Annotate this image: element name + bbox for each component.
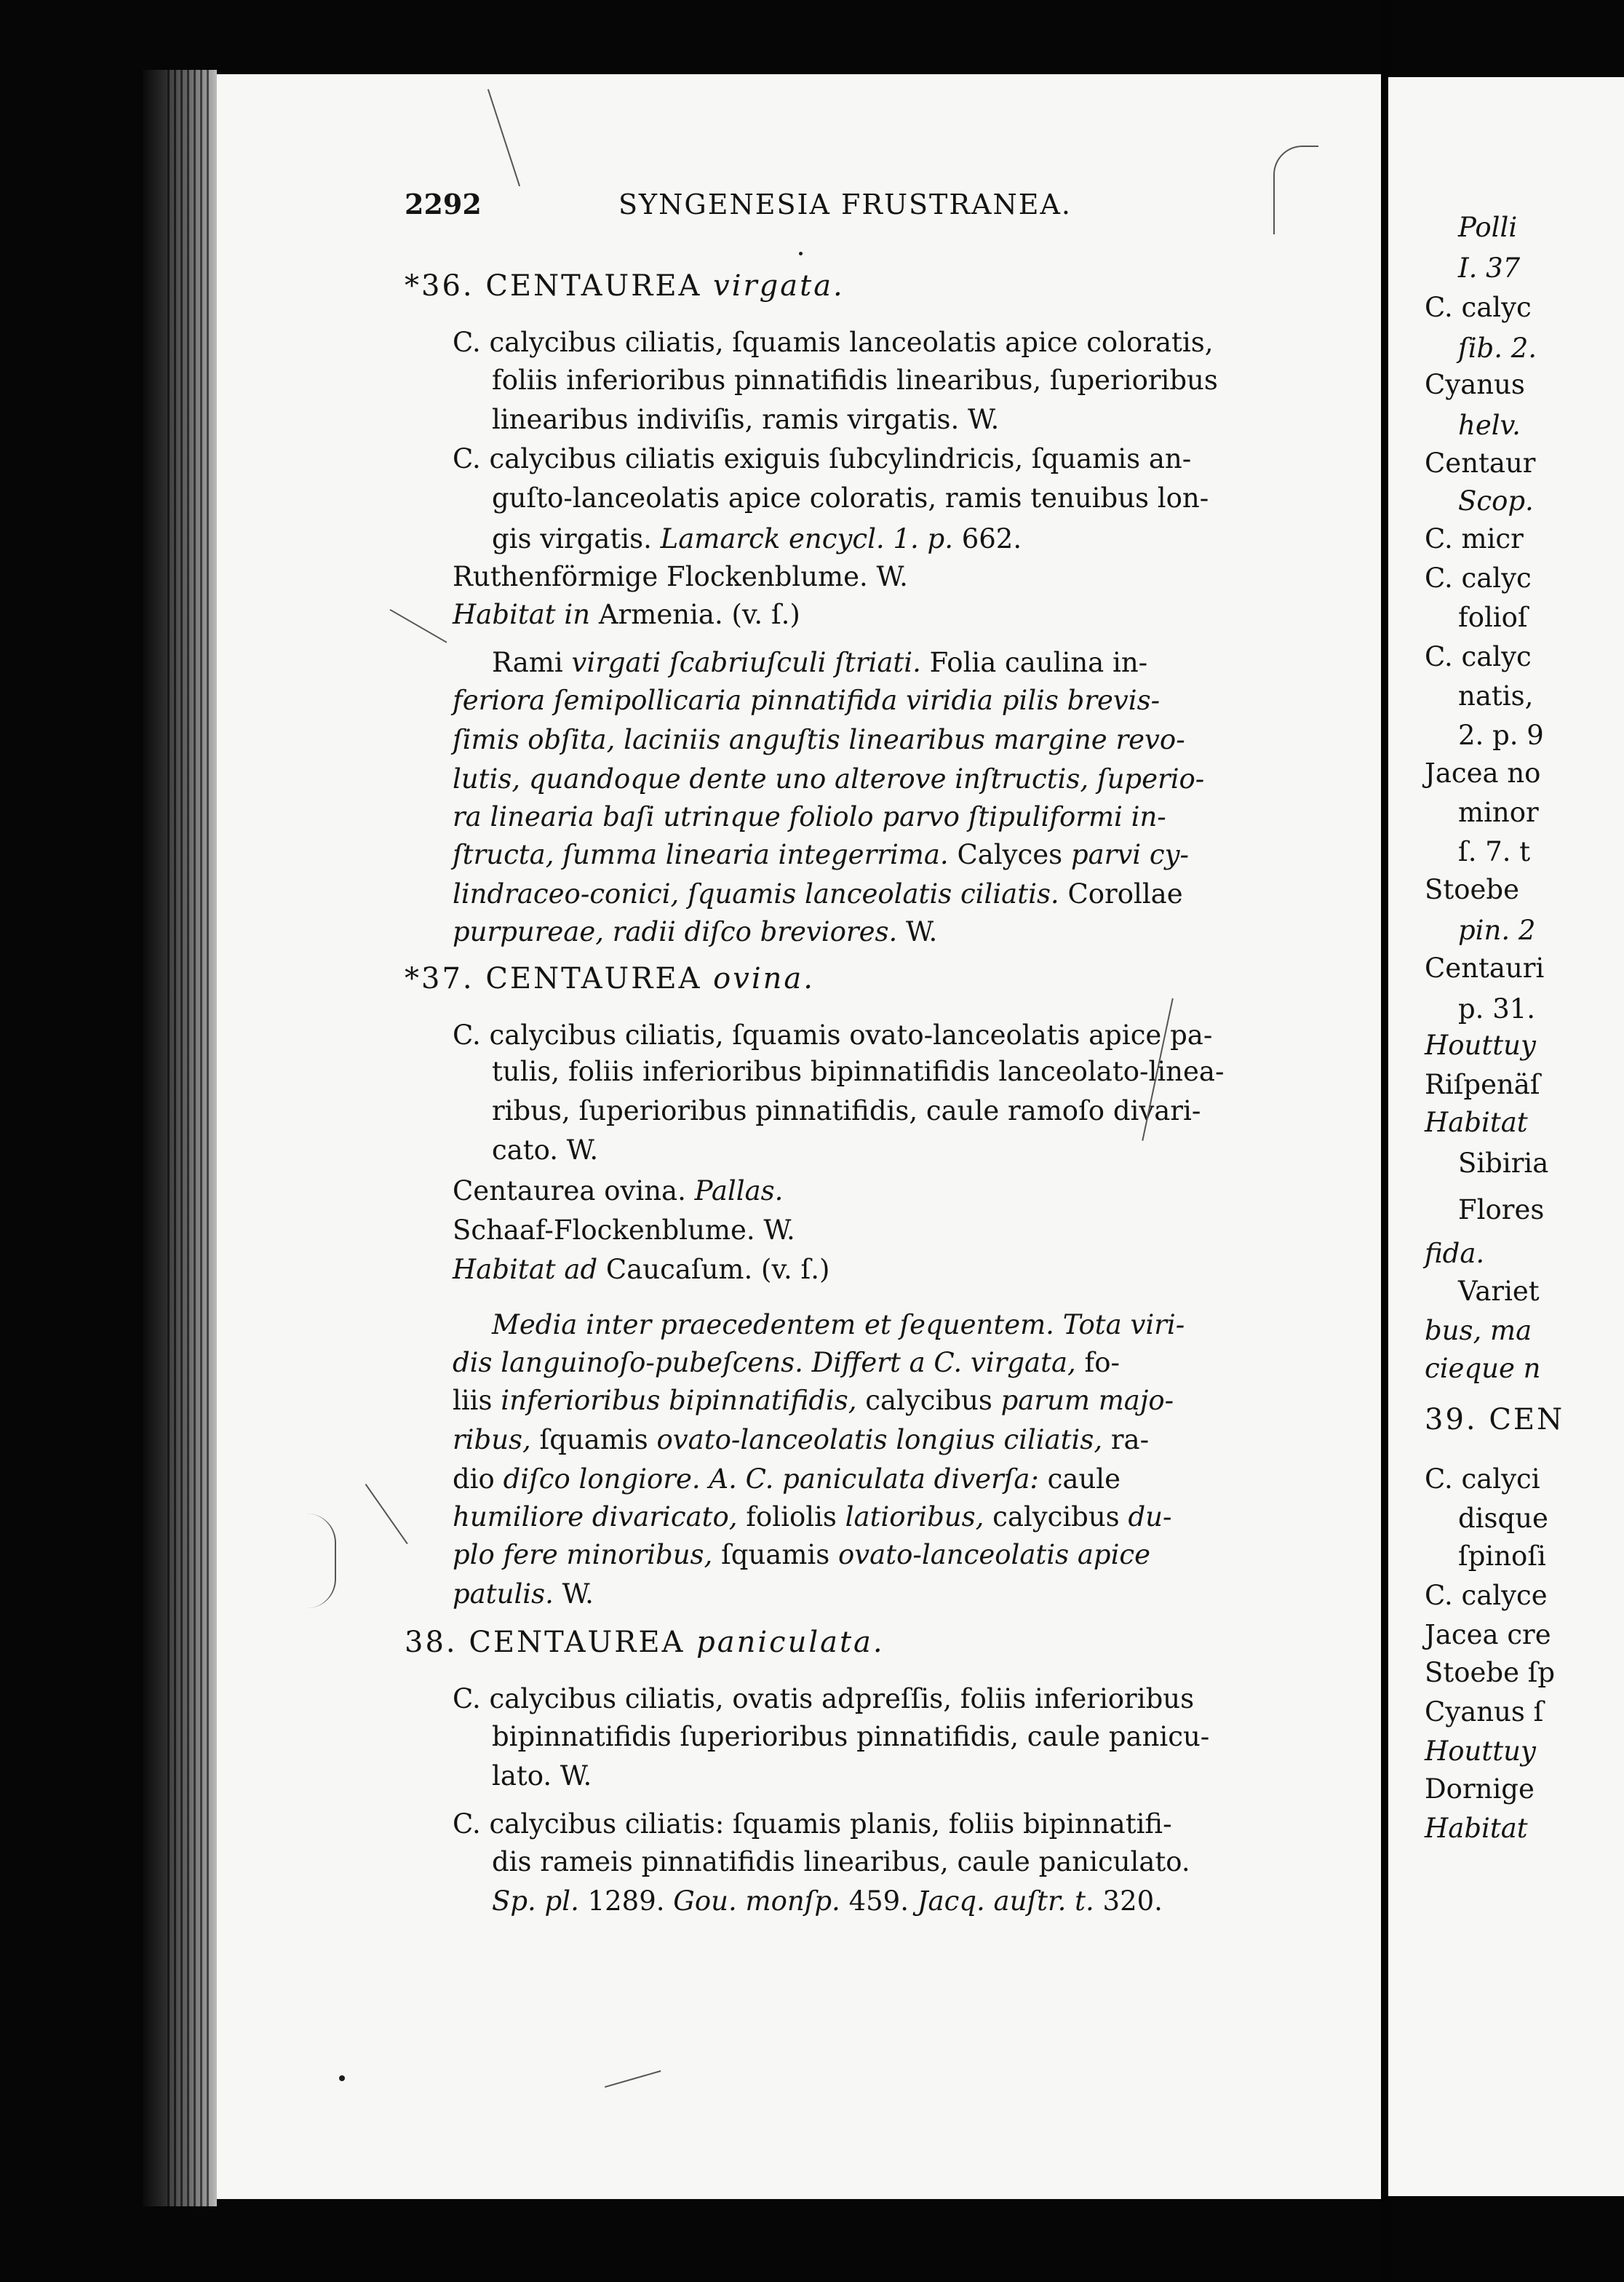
right-text-line: Variet — [1458, 1276, 1540, 1307]
text-line: feriora ſemipollicaria pinnatifida viridia pilis brevis- — [453, 685, 1161, 716]
right-species-heading: 39. CEN — [1425, 1403, 1565, 1436]
right-text-line: C. calyce — [1425, 1580, 1548, 1611]
right-text-line: Scop. — [1458, 485, 1534, 517]
text-line: foliis inferioribus pinnatifidis linearibus, ſuperioribus — [492, 365, 1218, 396]
right-text-line: folioſ — [1458, 602, 1528, 633]
text-line: C. calycibus ciliatis: ſquamis planis, foliis bipinnatifi- — [453, 1808, 1172, 1840]
right-text-line: cieque n — [1425, 1353, 1541, 1384]
text-line: purpureae, radii diſco breviores. W. — [453, 916, 938, 947]
text-line: ra linearia baſi utrinque foliolo parvo ſtipuliformi in- — [453, 801, 1166, 832]
text-line: C. calycibus ciliatis, ſquamis lanceolatis apice coloratis, — [453, 327, 1214, 358]
text-line: Habitat ad Caucaſum. (v. ſ.) — [453, 1254, 830, 1285]
text-line: lato. W. — [492, 1760, 592, 1792]
right-text-line: C. calyc — [1425, 562, 1532, 594]
running-title: SYNGENESIA FRUSTRANEA. — [618, 188, 1072, 220]
text-line: Media inter praecedentem et ſequentem. Tota viri- — [492, 1309, 1185, 1340]
right-text-line: ſpinoſi — [1458, 1540, 1546, 1572]
text-line: cato. W. — [492, 1134, 599, 1166]
text-line: ſimis obſita, laciniis anguſtis linearibus margine revo- — [453, 724, 1185, 755]
text-line: dis rameis pinnatifidis linearibus, caule paniculato. — [492, 1846, 1190, 1877]
text-line: patulis. W. — [453, 1578, 594, 1610]
ink-speck — [339, 2075, 345, 2081]
text-line: guſto-lanceolatis apice coloratis, ramis tenuibus lon- — [492, 482, 1209, 514]
right-text-line: Centauri — [1425, 953, 1545, 984]
right-text-line: Dornige — [1425, 1773, 1535, 1805]
right-text-line: C. calyci — [1425, 1463, 1540, 1495]
right-text-line: Flores — [1458, 1194, 1545, 1225]
right-text-line: Cyanus — [1425, 369, 1525, 400]
text-line: Schaaf-Flockenblume. W. — [453, 1214, 795, 1246]
text-line: Ruthenförmige Flockenblume. W. — [453, 561, 908, 592]
text-line: lutis, quandoque dente uno alterove inſtructis, ſuperio- — [453, 763, 1205, 795]
species-heading: *37. CENTAUREA ovina. — [405, 962, 815, 995]
right-text-line: 2. p. 9 — [1458, 720, 1544, 751]
species-heading: *36. CENTAUREA virgata. — [405, 269, 845, 303]
pencil-stroke — [306, 1514, 336, 1608]
text-line: Rami virgati ſcabriuſculi ſtriati. Folia caulina in- — [492, 647, 1148, 678]
right-text-line: natis, — [1458, 680, 1534, 712]
page-number: 2292 — [405, 188, 482, 220]
right-text-line: Riſpenäſ — [1425, 1069, 1540, 1100]
right-text-line: Habitat — [1425, 1813, 1528, 1844]
right-text-line: I. 37 — [1458, 253, 1521, 284]
text-line: Habitat in Armenia. (v. ſ.) — [453, 599, 800, 630]
right-text-line: fida. — [1425, 1238, 1485, 1269]
right-text-line: Jacea no — [1425, 758, 1541, 789]
text-line: ribus, ſuperioribus pinnatifidis, caule ramoſo divari- — [492, 1095, 1201, 1126]
text-line: tulis, foliis inferioribus bipinnatifidis lanceolato-linea- — [492, 1056, 1225, 1087]
right-text-line: Cyanus ſ — [1425, 1696, 1544, 1728]
text-line: ſtructa, ſumma linearia integerrima. Calyces parvi cy- — [453, 839, 1189, 870]
text-line: ribus, ſquamis ovato-lanceolatis longius ciliatis, ra- — [453, 1424, 1150, 1455]
right-text-line: helv. — [1458, 410, 1521, 441]
right-text-line: Sibiria — [1458, 1148, 1549, 1179]
text-line: dio diſco longiore. A. C. paniculata diverſa: caule — [453, 1463, 1121, 1495]
text-line: lindraceo-conici, ſquamis lanceolatis ciliatis. Corollae — [453, 878, 1183, 910]
right-text-line: p. 31. — [1458, 993, 1536, 1025]
pencil-stroke — [1273, 146, 1318, 234]
right-text-line: Houttuy — [1425, 1736, 1536, 1767]
text-line: bipinnatifidis ſuperioribus pinnatifidis, caule panicu- — [492, 1721, 1210, 1752]
right-text-line: C. calyc — [1425, 641, 1532, 672]
text-line: dis languinoſo-pubeſcens. Differt a C. virgata, fo- — [453, 1347, 1121, 1378]
text-line: C. calycibus ciliatis, ſquamis ovato-lanceolatis apice pa- — [453, 1019, 1213, 1051]
text-line: C. calycibus ciliatis, ovatis adpreſſis, foliis inferioribus — [453, 1683, 1195, 1714]
right-text-line: Centaur — [1425, 448, 1536, 479]
right-text-line: ſ. 7. t — [1458, 836, 1531, 867]
right-text-line: Stoebe — [1425, 874, 1519, 905]
text-line: Sp. pl. 1289. Gou. monſp. 459. Jacq. auſtr. t. 320. — [492, 1885, 1163, 1917]
right-text-line: Jacea cre — [1425, 1619, 1551, 1650]
right-text-line: C. micr — [1425, 523, 1524, 554]
text-line: plo fere minoribus, ſquamis ovato-lanceolatis apice — [453, 1539, 1151, 1570]
right-text-line: disque — [1458, 1503, 1548, 1534]
right-text-line: Polli — [1458, 212, 1518, 243]
right-text-line: minor — [1458, 797, 1539, 828]
right-text-line: Stoebe ſp — [1425, 1657, 1556, 1688]
right-text-line: Houttuy — [1425, 1030, 1536, 1061]
species-heading: 38. CENTAUREA paniculata. — [405, 1626, 885, 1659]
text-line: humiliore divaricato, foliolis latioribus, calycibus du- — [453, 1501, 1172, 1532]
text-line: C. calycibus ciliatis exiguis ſubcylindricis, ſquamis an- — [453, 443, 1192, 474]
text-line: liis inferioribus bipinnatifidis, calycibus parum majo- — [453, 1385, 1174, 1416]
right-text-line: Habitat — [1425, 1107, 1528, 1138]
right-text-line: ſib. 2. — [1458, 333, 1537, 364]
page-edges — [167, 70, 211, 2206]
right-page — [1388, 77, 1624, 2196]
right-text-line: bus, ma — [1425, 1315, 1532, 1346]
text-line: linearibus indiviſis, ramis virgatis. W. — [492, 404, 1000, 435]
right-text-line: pin. 2 — [1458, 915, 1536, 946]
text-line: Centaurea ovina. Pallas. — [453, 1175, 784, 1206]
ink-speck — [799, 252, 803, 255]
text-line: gis virgatis. Lamarck encycl. 1. p. 662. — [492, 523, 1022, 554]
right-text-line: C. calyc — [1425, 292, 1532, 323]
